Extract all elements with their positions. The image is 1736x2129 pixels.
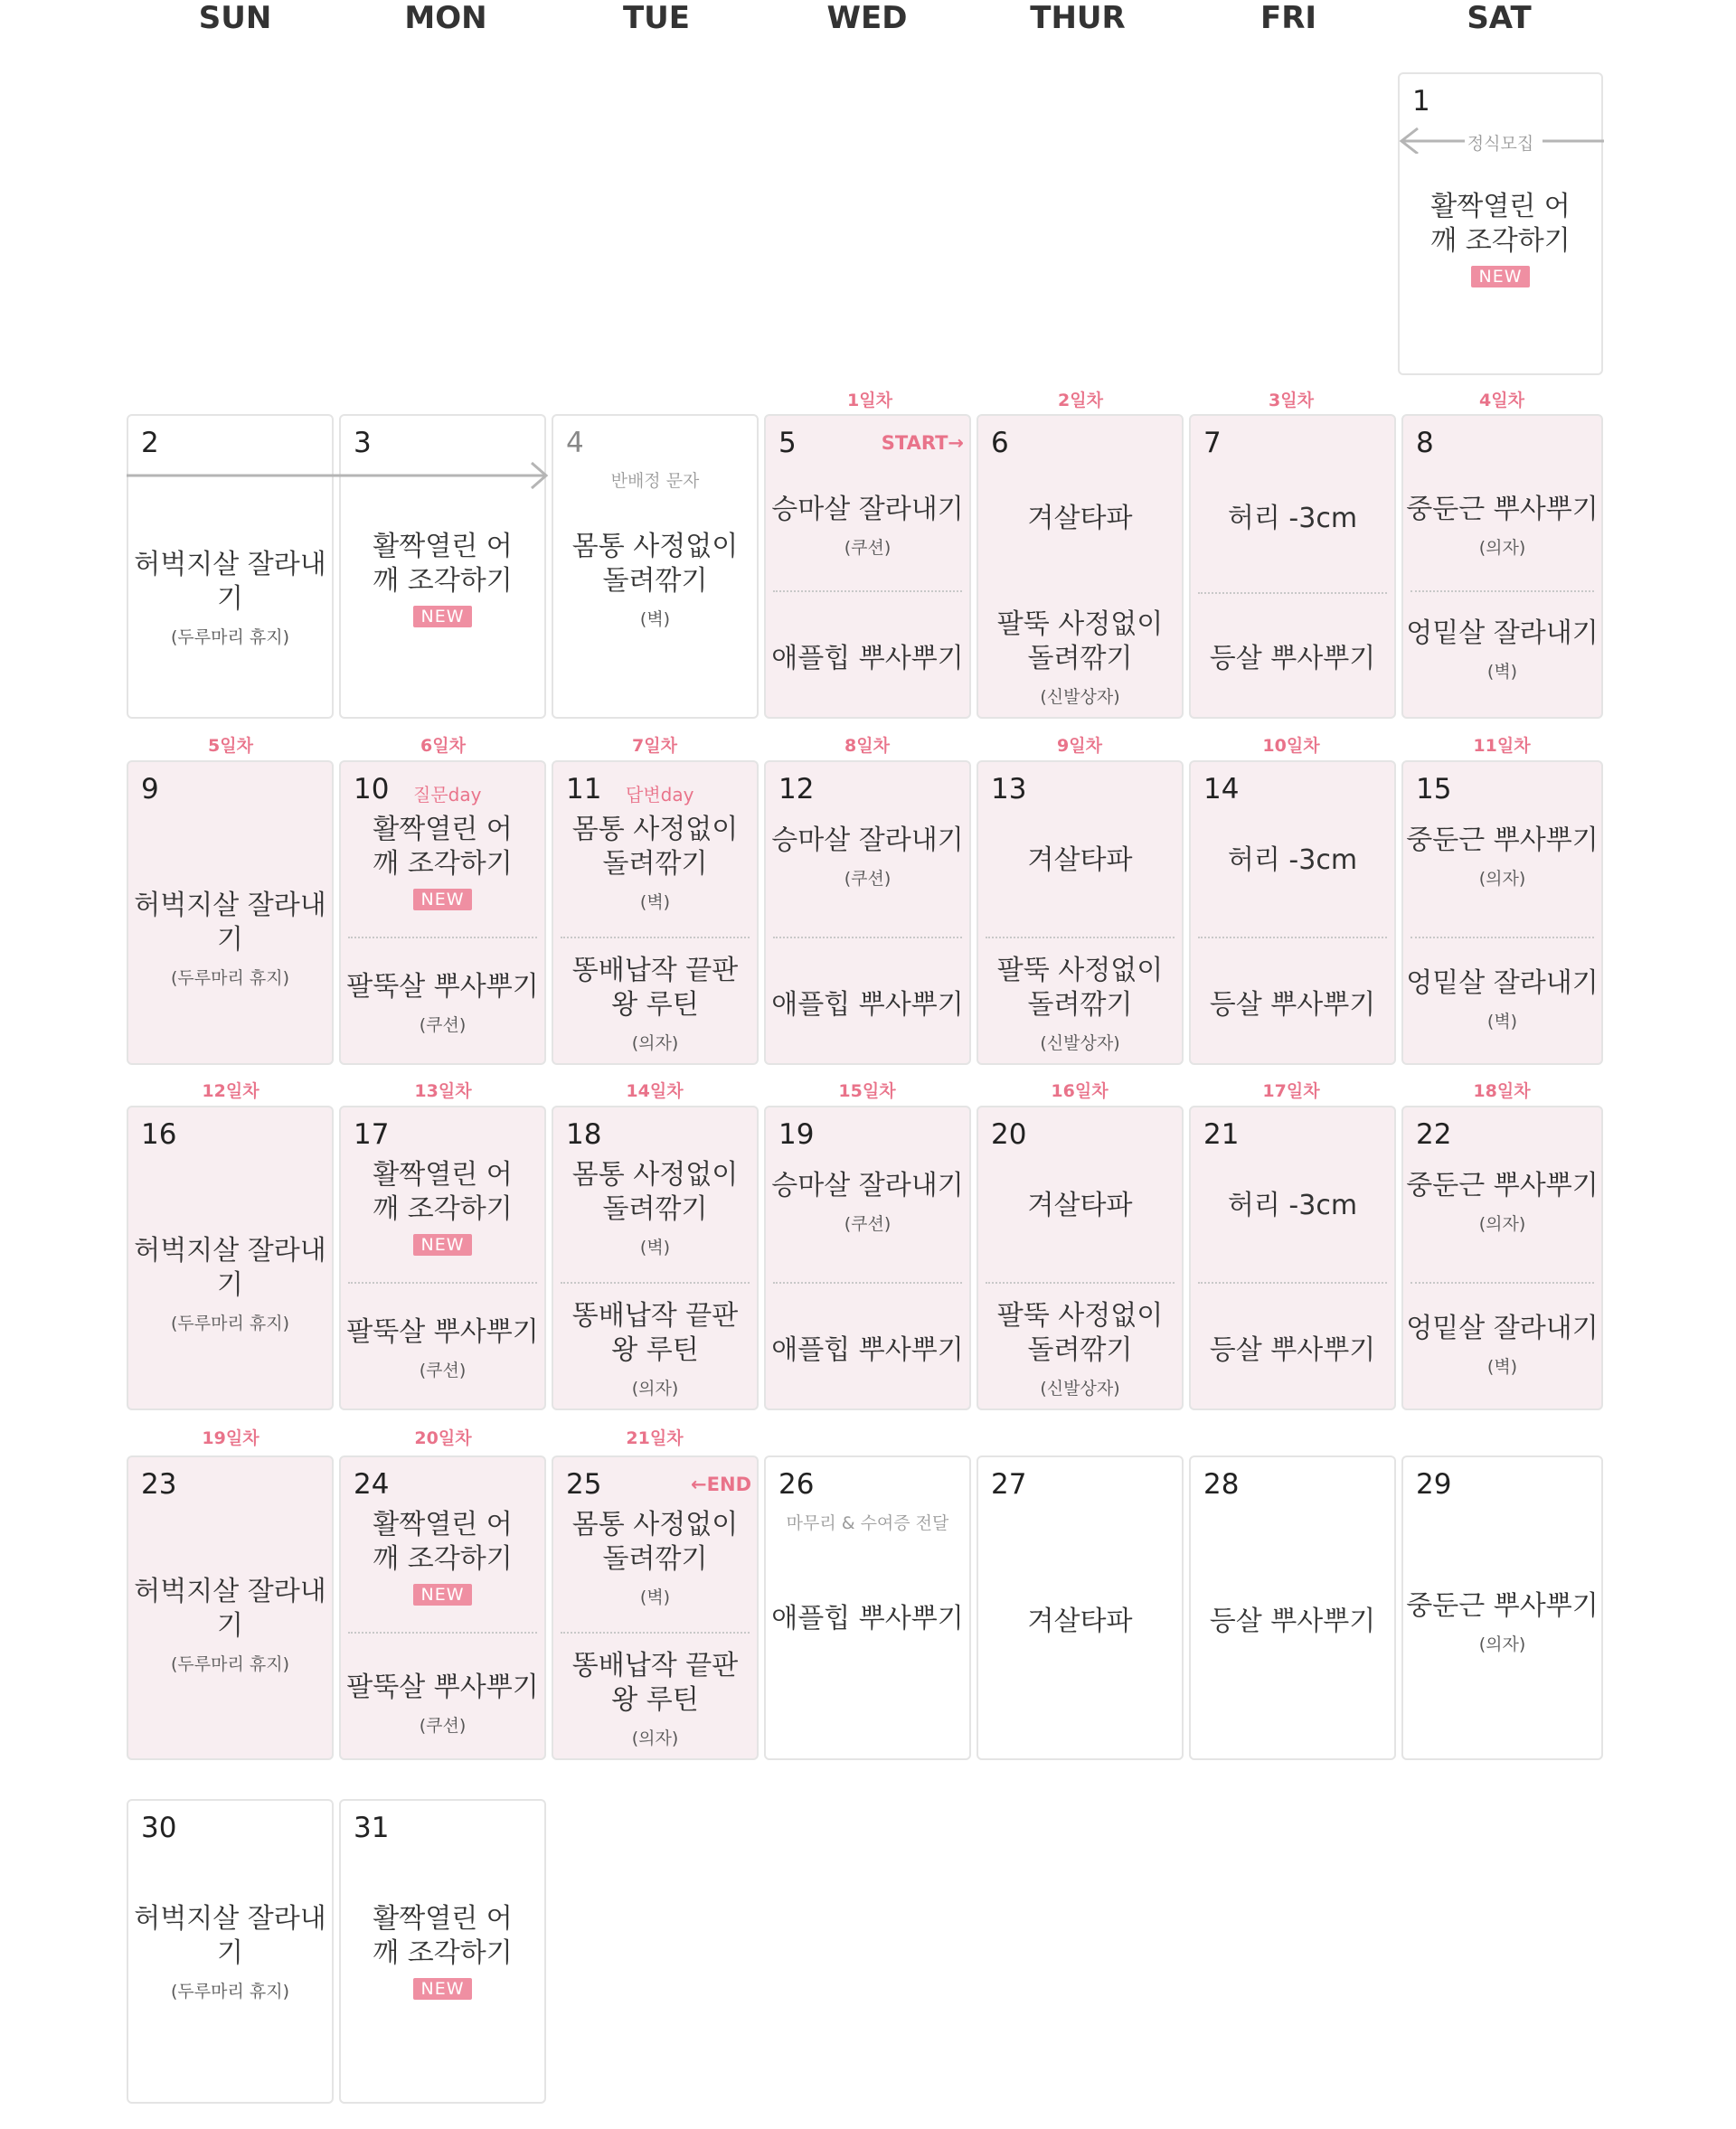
equipment: (신발상자) bbox=[1040, 1033, 1120, 1053]
equipment: (벽) bbox=[639, 1238, 671, 1258]
exercise-arm-twist: 팔뚝 사정없이 돌려깎기 bbox=[996, 1300, 1164, 1366]
equipment: (벽) bbox=[1486, 1357, 1518, 1377]
day-cell-29[interactable] bbox=[1401, 1455, 1603, 1760]
day-cell-30[interactable] bbox=[127, 1799, 334, 2104]
equipment: (벽) bbox=[1486, 662, 1518, 682]
equipment: (두루마리 휴지) bbox=[171, 1982, 289, 2002]
day-label: 6일차 bbox=[420, 736, 466, 756]
weekday-sun: SUN bbox=[198, 0, 272, 36]
equipment: (쿠션) bbox=[419, 1361, 467, 1380]
day-cell-23[interactable] bbox=[127, 1455, 334, 1760]
exercise-back: 등살 뿌사뿌기 bbox=[1209, 1334, 1376, 1366]
day-cell-27[interactable] bbox=[976, 1455, 1184, 1760]
exercise-underbutt: 엉밑살 잘라내기 bbox=[1406, 967, 1599, 999]
exercise-thigh: 허벅지살 잘라내기 bbox=[134, 549, 326, 615]
exercise-saddle: 승마살 잘라내기 bbox=[771, 494, 964, 525]
weekday-mon: MON bbox=[404, 0, 487, 36]
day-number: 7 bbox=[1203, 427, 1222, 459]
exercise-arm-twist: 팔뚝 사정없이 돌려깎기 bbox=[996, 955, 1164, 1021]
divider bbox=[348, 937, 537, 938]
exercise-thigh: 허벅지살 잘라내기 bbox=[134, 1903, 326, 1969]
day-number: 23 bbox=[141, 1468, 177, 1501]
divider bbox=[1198, 937, 1387, 938]
exercise-shoulder: 활짝열린 어깨 조각하기 bbox=[373, 1903, 513, 1969]
exercise-arm: 팔뚝살 뿌사뿌기 bbox=[346, 971, 539, 1003]
day-number: 4 bbox=[566, 427, 584, 459]
end-tag: ←END bbox=[691, 1474, 751, 1495]
day-cell-19[interactable] bbox=[764, 1106, 971, 1410]
exercise-waist: 허리 -3cm bbox=[1227, 503, 1358, 534]
equipment: (벽) bbox=[1486, 1012, 1518, 1032]
day-number: 10 bbox=[354, 773, 390, 805]
equipment: (의자) bbox=[1478, 1634, 1526, 1654]
exercise-arm: 팔뚝살 뿌사뿌기 bbox=[346, 1316, 539, 1348]
exercise-armpit: 겨살타파 bbox=[1027, 1606, 1133, 1637]
day-cell-31[interactable] bbox=[339, 1799, 546, 2104]
day-label: 7일차 bbox=[632, 736, 677, 756]
divider bbox=[1410, 1282, 1594, 1284]
day-cell-14[interactable] bbox=[1189, 760, 1396, 1065]
new-badge: NEW bbox=[1471, 266, 1529, 287]
exercise-underbutt: 엉밑살 잘라내기 bbox=[1406, 1313, 1599, 1344]
day-number: 1 bbox=[1412, 85, 1430, 118]
day-label: 3일차 bbox=[1269, 391, 1314, 410]
day-label: 12일차 bbox=[202, 1081, 259, 1101]
day-label: 13일차 bbox=[414, 1081, 472, 1101]
weekday-thur: THUR bbox=[1030, 0, 1126, 36]
day-cell-22[interactable] bbox=[1401, 1106, 1603, 1410]
exercise-armpit: 겨살타파 bbox=[1027, 1190, 1133, 1221]
exercise-glute-med: 중둔근 뿌사뿌기 bbox=[1406, 1590, 1599, 1622]
divider bbox=[1410, 937, 1594, 938]
divider bbox=[773, 590, 962, 592]
equipment: (의자) bbox=[631, 1729, 679, 1748]
exercise-glute-med: 중둔근 뿌사뿌기 bbox=[1406, 824, 1599, 856]
exercise-shoulder: 활짝열린 어깨 조각하기 bbox=[373, 1159, 513, 1225]
exercise-saddle: 승마살 잘라내기 bbox=[771, 1170, 964, 1201]
equipment: (벽) bbox=[639, 609, 671, 629]
day-cell-2[interactable] bbox=[127, 414, 334, 719]
day-number: 12 bbox=[778, 773, 815, 805]
day-label: 15일차 bbox=[838, 1081, 896, 1101]
new-badge: NEW bbox=[413, 889, 471, 910]
equipment: (벽) bbox=[639, 1587, 671, 1607]
new-badge: NEW bbox=[413, 1234, 471, 1256]
equipment: (쿠션) bbox=[844, 869, 892, 889]
exercise-thigh: 허벅지살 잘라내기 bbox=[134, 890, 326, 956]
equipment: (쿠션) bbox=[419, 1015, 467, 1035]
day-number: 8 bbox=[1416, 427, 1434, 459]
day-label: 21일차 bbox=[626, 1428, 684, 1448]
start-tag: START→ bbox=[881, 432, 964, 454]
day-number: 30 bbox=[141, 1812, 177, 1844]
question-day-tag: 질문day bbox=[413, 784, 482, 805]
day-number: 25 bbox=[566, 1468, 602, 1501]
day-cell-28[interactable] bbox=[1189, 1455, 1396, 1760]
day-cell-9[interactable] bbox=[127, 760, 334, 1065]
exercise-back: 등살 뿌사뿌기 bbox=[1209, 643, 1376, 674]
assignment-arrow bbox=[127, 461, 552, 490]
divider bbox=[1198, 592, 1387, 594]
day-cell-12[interactable] bbox=[764, 760, 971, 1065]
divider bbox=[561, 1632, 750, 1634]
day-label: 1일차 bbox=[847, 391, 892, 410]
divider bbox=[986, 1282, 1175, 1284]
exercise-back: 등살 뿌사뿌기 bbox=[1209, 1606, 1376, 1637]
exercise-belly: 똥배납작 끝판왕 루틴 bbox=[571, 1300, 739, 1366]
day-label: 17일차 bbox=[1262, 1081, 1320, 1101]
equipment: (두루마리 휴지) bbox=[171, 627, 289, 647]
day-cell-6[interactable] bbox=[976, 414, 1184, 719]
day-number: 13 bbox=[991, 773, 1027, 805]
day-number: 6 bbox=[991, 427, 1009, 459]
day-cell-10[interactable] bbox=[339, 760, 546, 1065]
exercise-glute-med: 중둔근 뿌사뿌기 bbox=[1406, 1170, 1599, 1201]
day-cell-5[interactable] bbox=[764, 414, 971, 719]
day-cell-24[interactable] bbox=[339, 1455, 546, 1760]
day-label: 2일차 bbox=[1058, 391, 1103, 410]
finish-note: 마무리 & 수여증 전달 bbox=[786, 1513, 949, 1533]
day-number: 3 bbox=[354, 427, 372, 459]
divider bbox=[773, 937, 962, 938]
day-number: 2 bbox=[141, 427, 159, 459]
day-number: 17 bbox=[354, 1118, 390, 1151]
exercise-underbutt: 엉밑살 잘라내기 bbox=[1406, 617, 1599, 649]
day-number: 24 bbox=[354, 1468, 390, 1501]
exercise-shoulder: 활짝열린 어깨 조각하기 bbox=[373, 531, 513, 597]
divider bbox=[348, 1632, 537, 1634]
day-number: 31 bbox=[354, 1812, 390, 1844]
day-cell-20[interactable] bbox=[976, 1106, 1184, 1410]
day-label: 20일차 bbox=[414, 1428, 472, 1448]
new-badge: NEW bbox=[413, 1978, 471, 2000]
exercise-waist: 허리 -3cm bbox=[1227, 844, 1358, 876]
answer-day-tag: 답변day bbox=[626, 784, 694, 805]
divider bbox=[348, 1282, 537, 1284]
recruit-note: 정식모집 bbox=[1467, 134, 1534, 154]
divider bbox=[986, 937, 1175, 938]
exercise-belly: 똥배납작 끝판왕 루틴 bbox=[571, 1650, 739, 1716]
day-cell-18[interactable] bbox=[552, 1106, 759, 1410]
exercise-shoulder: 활짝열린 어깨 조각하기 bbox=[373, 814, 513, 880]
equipment: (의자) bbox=[1478, 869, 1526, 889]
equipment: (신발상자) bbox=[1040, 687, 1120, 707]
divider bbox=[561, 1282, 750, 1284]
day-number: 27 bbox=[991, 1468, 1027, 1501]
day-number: 11 bbox=[566, 773, 602, 805]
weekday-sat: SAT bbox=[1467, 0, 1532, 36]
equipment: (의자) bbox=[1478, 1214, 1526, 1234]
exercise-apple: 애플힙 뿌사뿌기 bbox=[771, 1603, 964, 1634]
day-number: 5 bbox=[778, 427, 797, 459]
exercise-thigh: 허벅지살 잘라내기 bbox=[134, 1235, 326, 1301]
day-number: 26 bbox=[778, 1468, 815, 1501]
exercise-waist: 허리 -3cm bbox=[1227, 1190, 1358, 1221]
equipment: (쿠션) bbox=[844, 538, 892, 558]
weekday-fri: FRI bbox=[1260, 0, 1317, 36]
day-number: 20 bbox=[991, 1118, 1027, 1151]
day-number: 22 bbox=[1416, 1118, 1452, 1151]
day-label: 10일차 bbox=[1262, 736, 1320, 756]
weekday-wed: WED bbox=[826, 0, 908, 36]
day-number: 19 bbox=[778, 1118, 815, 1151]
exercise-saddle: 승마살 잘라내기 bbox=[771, 824, 964, 856]
day-cell-13[interactable] bbox=[976, 760, 1184, 1065]
day-label: 19일차 bbox=[202, 1428, 259, 1448]
exercise-glute-med: 중둔근 뿌사뿌기 bbox=[1406, 494, 1599, 525]
equipment: (두루마리 휴지) bbox=[171, 1654, 289, 1674]
exercise-arm: 팔뚝살 뿌사뿌기 bbox=[346, 1672, 539, 1703]
divider bbox=[561, 937, 750, 938]
day-number: 15 bbox=[1416, 773, 1452, 805]
day-number: 28 bbox=[1203, 1468, 1240, 1501]
exercise-body: 몸통 사정없이 돌려깎기 bbox=[571, 1159, 739, 1225]
day-cell-16[interactable] bbox=[127, 1106, 334, 1410]
day-label: 11일차 bbox=[1473, 736, 1531, 756]
day-cell-25[interactable] bbox=[552, 1455, 759, 1760]
day-number: 16 bbox=[141, 1118, 177, 1151]
divider bbox=[1198, 1282, 1387, 1284]
equipment: (쿠션) bbox=[844, 1214, 892, 1234]
exercise-apple: 애플힙 뿌사뿌기 bbox=[771, 1334, 964, 1366]
equipment: (의자) bbox=[631, 1033, 679, 1053]
exercise-shoulder: 활짝열린 어깨 조각하기 bbox=[373, 1509, 513, 1575]
day-cell-15[interactable] bbox=[1401, 760, 1603, 1065]
day-cell-3[interactable] bbox=[339, 414, 546, 719]
equipment: (두루마리 휴지) bbox=[171, 1314, 289, 1333]
exercise-body: 몸통 사정없이 돌려깎기 bbox=[571, 814, 739, 880]
day-number: 21 bbox=[1203, 1118, 1240, 1151]
day-cell-17[interactable] bbox=[339, 1106, 546, 1410]
day-cell-1[interactable] bbox=[1398, 72, 1603, 375]
new-badge: NEW bbox=[413, 1584, 471, 1606]
exercise-thigh: 허벅지살 잘라내기 bbox=[134, 1576, 326, 1642]
new-badge: NEW bbox=[413, 606, 471, 627]
exercise-apple: 애플힙 뿌사뿌기 bbox=[771, 989, 964, 1021]
day-number: 9 bbox=[141, 773, 159, 805]
day-label: 5일차 bbox=[208, 736, 253, 756]
day-label: 9일차 bbox=[1057, 736, 1102, 756]
day-cell-21[interactable] bbox=[1189, 1106, 1396, 1410]
equipment: (두루마리 휴지) bbox=[171, 968, 289, 988]
day-number: 29 bbox=[1416, 1468, 1452, 1501]
exercise-arm-twist: 팔뚝 사정없이 돌려깎기 bbox=[996, 608, 1164, 674]
day-number: 18 bbox=[566, 1118, 602, 1151]
exercise-armpit: 겨살타파 bbox=[1027, 503, 1133, 534]
divider bbox=[1410, 590, 1594, 592]
day-label: 14일차 bbox=[626, 1081, 684, 1101]
recruit-arrow bbox=[1398, 127, 1606, 154]
exercise-back: 등살 뿌사뿌기 bbox=[1209, 989, 1376, 1021]
equipment: (의자) bbox=[631, 1379, 679, 1399]
exercise-apple: 애플힙 뿌사뿌기 bbox=[771, 643, 964, 674]
exercise-body: 몸통 사정없이 돌려깎기 bbox=[571, 1509, 739, 1575]
equipment: (벽) bbox=[639, 892, 671, 912]
exercise-armpit: 겨살타파 bbox=[1027, 844, 1133, 876]
day-cell-7[interactable] bbox=[1189, 414, 1396, 719]
exercise-body: 몸통 사정없이 돌려깎기 bbox=[571, 531, 739, 597]
assignment-note: 반배정 문자 bbox=[610, 471, 700, 491]
day-cell-11[interactable] bbox=[552, 760, 759, 1065]
day-cell-4[interactable] bbox=[552, 414, 759, 719]
exercise-shoulder: 활짝열린 어깨 조각하기 bbox=[1430, 191, 1571, 257]
equipment: (의자) bbox=[1478, 538, 1526, 558]
equipment: (신발상자) bbox=[1040, 1379, 1120, 1399]
day-label: 16일차 bbox=[1051, 1081, 1109, 1101]
day-label: 4일차 bbox=[1479, 391, 1524, 410]
exercise-belly: 똥배납작 끝판왕 루틴 bbox=[571, 955, 739, 1021]
equipment: (쿠션) bbox=[419, 1716, 467, 1736]
day-cell-8[interactable] bbox=[1401, 414, 1603, 719]
day-label: 18일차 bbox=[1473, 1081, 1531, 1101]
day-number: 14 bbox=[1203, 773, 1240, 805]
divider bbox=[773, 1282, 962, 1284]
day-cell-26[interactable] bbox=[764, 1455, 971, 1760]
day-label: 8일차 bbox=[844, 736, 890, 756]
weekday-tue: TUE bbox=[622, 0, 691, 36]
